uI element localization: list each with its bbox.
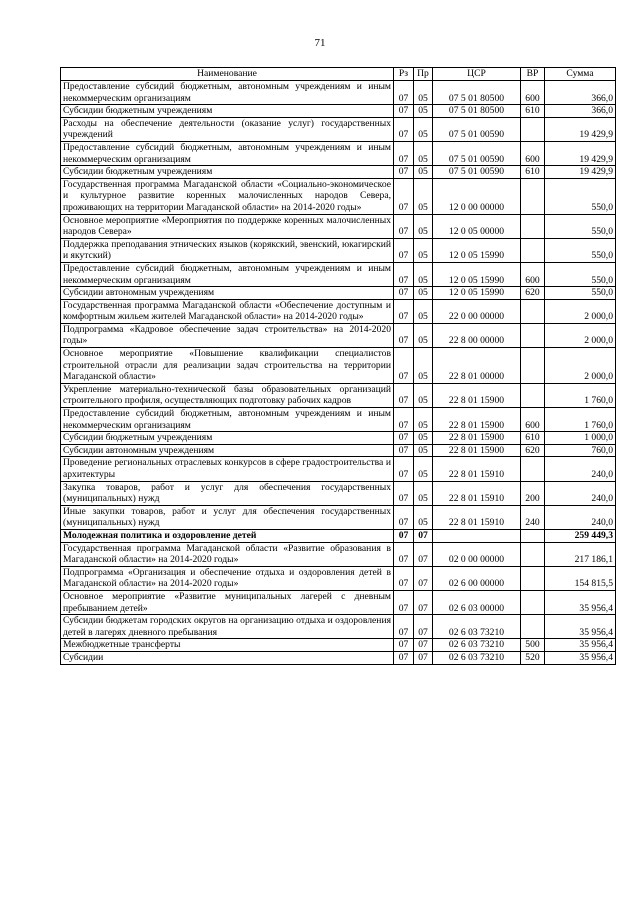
cell-vr: 600 xyxy=(521,141,545,165)
cell-vr xyxy=(521,566,545,590)
cell-name: Иные закупки товаров, работ и услуг для обеспечения государственных (муниципальных) нужд xyxy=(61,505,394,529)
cell-vr xyxy=(521,299,545,323)
table-row xyxy=(61,505,616,529)
cell-rz: 07 xyxy=(394,287,414,300)
cell-pr: 05 xyxy=(414,457,433,481)
table-row xyxy=(61,529,616,542)
cell-csr: 22 8 01 15900 xyxy=(433,408,521,432)
cell-pr: 07 xyxy=(414,542,433,566)
cell-vr xyxy=(521,117,545,141)
cell-rz: 07 xyxy=(394,348,414,384)
cell-csr: 07 5 01 80500 xyxy=(433,81,521,105)
cell-vr: 600 xyxy=(521,81,545,105)
cell-rz: 07 xyxy=(394,505,414,529)
table-row xyxy=(61,214,616,238)
cell-pr: 05 xyxy=(414,432,433,445)
table-row xyxy=(61,639,616,652)
table-row xyxy=(61,262,616,286)
table-row xyxy=(61,481,616,505)
cell-pr: 05 xyxy=(414,105,433,118)
cell-pr: 07 xyxy=(414,566,433,590)
cell-sum: 240,0 xyxy=(545,505,616,529)
cell-rz: 07 xyxy=(394,566,414,590)
cell-pr: 05 xyxy=(414,238,433,262)
cell-name: Закупка товаров, работ и услуг для обеспечения государственных (муниципальных) нужд xyxy=(61,481,394,505)
cell-csr: 22 0 00 00000 xyxy=(433,299,521,323)
cell-vr: 610 xyxy=(521,105,545,118)
cell-rz: 07 xyxy=(394,299,414,323)
cell-vr xyxy=(521,383,545,407)
cell-rz: 07 xyxy=(394,117,414,141)
table-row xyxy=(61,141,616,165)
table-row xyxy=(61,615,616,639)
cell-sum: 2 000,0 xyxy=(545,348,616,384)
cell-name: Субсидии автономным учреждениям xyxy=(61,287,394,300)
cell-pr: 07 xyxy=(414,639,433,652)
cell-sum: 35 956,4 xyxy=(545,651,616,664)
cell-vr: 620 xyxy=(521,444,545,457)
cell-csr: 12 0 05 15990 xyxy=(433,238,521,262)
cell-rz: 07 xyxy=(394,141,414,165)
cell-pr: 05 xyxy=(414,214,433,238)
table-row xyxy=(61,457,616,481)
cell-vr xyxy=(521,178,545,214)
cell-pr: 05 xyxy=(414,299,433,323)
cell-csr: 12 0 05 15990 xyxy=(433,262,521,286)
cell-vr xyxy=(521,348,545,384)
cell-name: Молодежная политика и оздоровление детей xyxy=(61,529,394,542)
cell-name: Подпрограмма «Кадровое обеспечение задач строительства» на 2014-2020 годы» xyxy=(61,323,394,347)
cell-vr: 620 xyxy=(521,287,545,300)
cell-name: Основное мероприятие «Повышение квалификации специалистов строительной отрасли для реализации задач строительства на территории Магаданской области» xyxy=(61,348,394,384)
cell-sum: 366,0 xyxy=(545,105,616,118)
cell-pr: 05 xyxy=(414,262,433,286)
table-row xyxy=(61,287,616,300)
budget-table xyxy=(60,67,616,665)
cell-name: Предоставление субсидий бюджетным, автономным учреждениям и иным некоммерческим организациям xyxy=(61,262,394,286)
cell-sum: 1 760,0 xyxy=(545,408,616,432)
cell-name: Субсидии бюджетным учреждениям xyxy=(61,105,394,118)
cell-vr: 200 xyxy=(521,481,545,505)
cell-rz: 07 xyxy=(394,529,414,542)
table-row xyxy=(61,542,616,566)
cell-csr: 12 0 00 00000 xyxy=(433,178,521,214)
cell-name: Субсидии бюджетам городских округов на организацию отдыха и оздоровления детей в лагерях дневного пребывания xyxy=(61,615,394,639)
cell-csr: 02 6 03 73210 xyxy=(433,639,521,652)
table-row xyxy=(61,178,616,214)
header-rz: Рз xyxy=(394,68,414,81)
cell-pr: 07 xyxy=(414,615,433,639)
cell-vr xyxy=(521,615,545,639)
cell-rz: 07 xyxy=(394,214,414,238)
table-row xyxy=(61,651,616,664)
cell-rz: 07 xyxy=(394,651,414,664)
cell-pr: 05 xyxy=(414,481,433,505)
table-row xyxy=(61,432,616,445)
cell-pr: 05 xyxy=(414,81,433,105)
table-row xyxy=(61,444,616,457)
header-csr: ЦСР xyxy=(433,68,521,81)
cell-rz: 07 xyxy=(394,81,414,105)
cell-name: Подпрограмма «Организация и обеспечение отдыха и оздоровления детей в Магаданской области» на 2014-2020 годы» xyxy=(61,566,394,590)
cell-sum: 35 956,4 xyxy=(545,615,616,639)
header-vr: ВР xyxy=(521,68,545,81)
cell-name: Субсидии бюджетным учреждениям xyxy=(61,432,394,445)
cell-rz: 07 xyxy=(394,323,414,347)
cell-rz: 07 xyxy=(394,262,414,286)
cell-name: Субсидии xyxy=(61,651,394,664)
cell-sum: 1 000,0 xyxy=(545,432,616,445)
cell-rz: 07 xyxy=(394,432,414,445)
cell-sum: 259 449,3 xyxy=(545,529,616,542)
cell-csr: 07 5 01 00590 xyxy=(433,117,521,141)
cell-vr xyxy=(521,542,545,566)
cell-sum: 35 956,4 xyxy=(545,590,616,614)
cell-rz: 07 xyxy=(394,457,414,481)
cell-pr: 07 xyxy=(414,651,433,664)
cell-name: Основное мероприятие «Развитие муниципальных лагерей с дневным пребыванием детей» xyxy=(61,590,394,614)
cell-pr: 05 xyxy=(414,287,433,300)
cell-vr xyxy=(521,323,545,347)
header-pr: Пр xyxy=(414,68,433,81)
table-row xyxy=(61,166,616,179)
table-row xyxy=(61,590,616,614)
cell-csr: 12 0 05 15990 xyxy=(433,287,521,300)
cell-name: Поддержка преподавания этнических языков (корякский, эвенский, юкагирский и якутский) xyxy=(61,238,394,262)
cell-csr: 22 8 01 15910 xyxy=(433,481,521,505)
cell-sum: 19 429,9 xyxy=(545,141,616,165)
cell-sum: 550,0 xyxy=(545,262,616,286)
cell-csr: 07 5 01 00590 xyxy=(433,141,521,165)
cell-csr: 22 8 00 00000 xyxy=(433,323,521,347)
cell-name: Предоставление субсидий бюджетным, автономным учреждениям и иным некоммерческим организациям xyxy=(61,408,394,432)
cell-sum: 240,0 xyxy=(545,481,616,505)
cell-csr: 02 6 00 00000 xyxy=(433,566,521,590)
cell-vr xyxy=(521,457,545,481)
cell-name: Государственная программа Магаданской области «Социально-экономическое и культурное развитие коренных малочисленных народов Севера, проживающих на территории Магаданской области» на 2014-2020 годы» xyxy=(61,178,394,214)
cell-pr: 05 xyxy=(414,348,433,384)
cell-pr: 05 xyxy=(414,141,433,165)
cell-sum: 1 760,0 xyxy=(545,383,616,407)
cell-name: Субсидии автономным учреждениям xyxy=(61,444,394,457)
cell-csr: 22 8 01 15900 xyxy=(433,444,521,457)
cell-rz: 07 xyxy=(394,238,414,262)
cell-vr xyxy=(521,529,545,542)
cell-pr: 05 xyxy=(414,383,433,407)
cell-sum: 550,0 xyxy=(545,178,616,214)
cell-sum: 550,0 xyxy=(545,287,616,300)
cell-name: Межбюджетные трансферты xyxy=(61,639,394,652)
cell-sum: 760,0 xyxy=(545,444,616,457)
cell-vr: 500 xyxy=(521,639,545,652)
cell-rz: 07 xyxy=(394,408,414,432)
cell-csr: 22 8 01 15900 xyxy=(433,432,521,445)
cell-csr: 07 5 01 00590 xyxy=(433,166,521,179)
cell-name: Расходы на обеспечение деятельности (оказание услуг) государственных учреждений xyxy=(61,117,394,141)
cell-csr: 22 8 01 00000 xyxy=(433,348,521,384)
table-row xyxy=(61,323,616,347)
cell-name: Предоставление субсидий бюджетным, автономным учреждениям и иным некоммерческим организациям xyxy=(61,141,394,165)
cell-rz: 07 xyxy=(394,444,414,457)
cell-name: Государственная программа Магаданской области «Обеспечение доступным и комфортным жильем жителей Магаданской области» на 2014-2020 годы» xyxy=(61,299,394,323)
cell-sum: 19 429,9 xyxy=(545,117,616,141)
table-row xyxy=(61,117,616,141)
cell-csr: 12 0 05 00000 xyxy=(433,214,521,238)
table-row xyxy=(61,105,616,118)
cell-vr xyxy=(521,238,545,262)
cell-vr: 600 xyxy=(521,262,545,286)
cell-pr: 05 xyxy=(414,505,433,529)
cell-sum: 2 000,0 xyxy=(545,323,616,347)
cell-name: Проведение региональных отраслевых конкурсов в сфере градостроительства и архитектуры xyxy=(61,457,394,481)
cell-pr: 05 xyxy=(414,166,433,179)
table-header-row xyxy=(61,68,616,81)
table-row xyxy=(61,348,616,384)
table-row xyxy=(61,299,616,323)
cell-name: Субсидии бюджетным учреждениям xyxy=(61,166,394,179)
cell-csr: 02 6 03 00000 xyxy=(433,590,521,614)
cell-sum: 2 000,0 xyxy=(545,299,616,323)
cell-rz: 07 xyxy=(394,639,414,652)
cell-vr xyxy=(521,590,545,614)
cell-pr: 05 xyxy=(414,117,433,141)
table-row xyxy=(61,383,616,407)
cell-name: Основное мероприятие «Мероприятия по поддержке коренных малочисленных народов Севера» xyxy=(61,214,394,238)
cell-sum: 154 815,5 xyxy=(545,566,616,590)
cell-sum: 217 186,1 xyxy=(545,542,616,566)
cell-csr: 02 6 03 73210 xyxy=(433,651,521,664)
cell-rz: 07 xyxy=(394,166,414,179)
table-row xyxy=(61,238,616,262)
table-row xyxy=(61,566,616,590)
cell-sum: 366,0 xyxy=(545,81,616,105)
cell-name: Укрепление материально-технической базы образовательных организаций строительного профиля, осуществляющих подготовку рабочих кадров xyxy=(61,383,394,407)
cell-sum: 240,0 xyxy=(545,457,616,481)
cell-rz: 07 xyxy=(394,542,414,566)
cell-csr: 22 8 01 15910 xyxy=(433,505,521,529)
cell-name: Предоставление субсидий бюджетным, автономным учреждениям и иным некоммерческим организациям xyxy=(61,81,394,105)
cell-rz: 07 xyxy=(394,105,414,118)
cell-rz: 07 xyxy=(394,178,414,214)
cell-csr: 02 6 03 73210 xyxy=(433,615,521,639)
header-name: Наименование xyxy=(61,68,394,81)
cell-sum: 550,0 xyxy=(545,238,616,262)
cell-csr: 02 0 00 00000 xyxy=(433,542,521,566)
cell-pr: 05 xyxy=(414,323,433,347)
cell-vr: 520 xyxy=(521,651,545,664)
cell-sum: 19 429,9 xyxy=(545,166,616,179)
cell-vr: 240 xyxy=(521,505,545,529)
cell-csr: 07 5 01 80500 xyxy=(433,105,521,118)
header-sum: Сумма xyxy=(545,68,616,81)
table-row xyxy=(61,408,616,432)
cell-csr: 22 8 01 15900 xyxy=(433,383,521,407)
cell-vr: 610 xyxy=(521,432,545,445)
page-number: 71 xyxy=(314,37,326,49)
cell-pr: 05 xyxy=(414,444,433,457)
cell-sum: 550,0 xyxy=(545,214,616,238)
cell-csr xyxy=(433,529,521,542)
cell-rz: 07 xyxy=(394,590,414,614)
cell-rz: 07 xyxy=(394,615,414,639)
cell-name: Государственная программа Магаданской области «Развитие образования в Магаданской области» на 2014-2020 годы» xyxy=(61,542,394,566)
table-row xyxy=(61,81,616,105)
cell-csr: 22 8 01 15910 xyxy=(433,457,521,481)
cell-rz: 07 xyxy=(394,481,414,505)
cell-vr: 610 xyxy=(521,166,545,179)
cell-pr: 07 xyxy=(414,529,433,542)
cell-rz: 07 xyxy=(394,383,414,407)
cell-pr: 07 xyxy=(414,590,433,614)
cell-pr: 05 xyxy=(414,178,433,214)
cell-vr xyxy=(521,214,545,238)
cell-sum: 35 956,4 xyxy=(545,639,616,652)
cell-pr: 05 xyxy=(414,408,433,432)
cell-vr: 600 xyxy=(521,408,545,432)
